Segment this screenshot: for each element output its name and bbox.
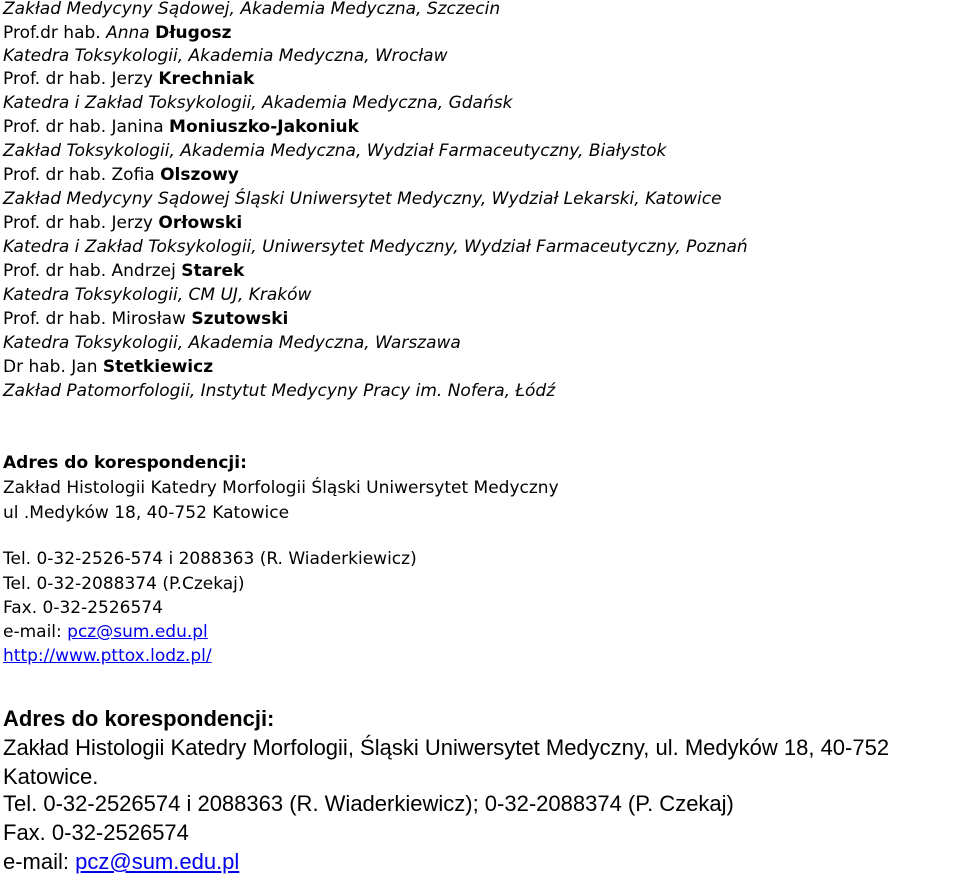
author-name-2 [3,68,254,90]
website-line [3,645,212,667]
correspondence-address-line2: ul .Medyków 18, 40-752 Katowice [3,503,290,523]
author-title: Prof. dr hab. [3,165,107,185]
author-first-name: Mirosław [111,309,186,329]
author-name-8 [3,356,213,378]
email-label: e-mail: [3,622,68,642]
author-title: Prof. dr hab. [3,213,107,233]
correspondence-address-large: Zakład Histologii Katedry Morfologii, Śląski Uniwersytet Medyczny, ul. Medyków 18, 40-752 Katowice. [3,735,890,789]
author-institution-8 [3,380,555,402]
correspondence-heading-large: Adres do korespondencji: [3,706,275,731]
author-first-name: Jan [71,357,98,377]
author-first-name: Janina [111,117,164,137]
author-name-4 [3,164,239,186]
author-name-7 [3,308,288,330]
institution-text: Katedra Toksykologii, CM UJ, Kraków [3,285,312,305]
institution-text: Zakład Medycyny Sądowej Śląski Uniwersytet Medyczny, Wydział Lekarski, Katowice [3,189,722,209]
author-last-name: Olszowy [160,165,239,185]
institution-text: Zakład Toksykologii, Akademia Medyczna, Wydział Farmaceutyczny, Białystok [3,141,667,161]
author-institution-0 [3,0,500,20]
author-last-name: Starek [181,261,245,281]
correspondence-address-line1: Zakład Histologii Katedry Morfologii Śląski Uniwersytet Medyczny [3,478,559,498]
author-name-3 [3,116,359,138]
author-title: Prof.dr hab. [3,23,101,43]
author-first-name: Andrzej [111,261,176,281]
author-title: Prof. dr hab. [3,69,107,89]
author-name-5 [3,212,242,234]
author-first-name: Zofia [111,165,155,185]
website-link[interactable]: http://www.pttox.lodz.pl/ [3,646,212,666]
email-label-large: e-mail: [3,849,76,874]
institution-text: Katedra Toksykologii, Akademia Medyczna, Wrocław [3,46,448,66]
author-institution-5 [3,236,748,258]
correspondence-tel-large: Tel. 0-32-2526574 i 2088363 (R. Wiaderkiewicz); 0-32-2088374 (P. Czekaj) [3,791,734,816]
author-title: Dr hab. [3,357,66,377]
author-name-6 [3,260,244,282]
correspondence-heading-small: Adres do korespondencji: [3,453,247,473]
institution-text: Zakład Patomorfologii, Instytut Medycyny Pracy im. Nofera, Łódź [3,381,556,401]
institution-text: Katedra i Zakład Toksykologii, Akademia Medyczna, Gdańsk [3,93,513,113]
author-last-name: Moniuszko-Jakoniuk [169,117,359,137]
institution-text: Zakład Medycyny Sądowej, Akademia Medyczna, Szczecin [3,0,501,19]
author-institution-2 [3,92,512,114]
author-institution-6 [3,284,311,306]
author-institution-4 [3,188,722,210]
author-last-name: Stetkiewicz [102,357,214,377]
author-last-name: Krechniak [158,69,255,89]
author-title: Prof. dr hab. [3,117,107,137]
author-first-name: Jerzy [111,213,153,233]
author-first-name: Anna [106,23,150,43]
author-last-name: Szutowski [191,309,289,329]
correspondence-email-line [3,621,208,643]
correspondence-tel2: Tel. 0-32-2088374 (P.Czekaj) [3,574,245,594]
author-name-1 [3,22,232,44]
email-link[interactable]: pcz@sum.edu.pl [67,622,208,642]
author-institution-7 [3,332,461,354]
author-institution-1 [3,45,448,67]
institution-text: Katedra i Zakład Toksykologii, Uniwersytet Medyczny, Wydział Farmaceutyczny, Poznań [3,237,748,257]
correspondence-fax-large: Fax. 0-32-2526574 [3,820,189,845]
author-title: Prof. dr hab. [3,261,107,281]
institution-text: Katedra Toksykologii, Akademia Medyczna, Warszawa [3,333,461,353]
author-institution-3 [3,140,666,162]
author-last-name: Długosz [155,23,232,43]
author-first-name: Jerzy [111,69,153,89]
email-link-large[interactable]: pcz@sum.edu.pl [75,849,240,874]
correspondence-fax: Fax. 0-32-2526574 [3,598,163,618]
author-title: Prof. dr hab. [3,309,107,329]
correspondence-email-large-line [3,848,239,876]
author-last-name: Orłowski [158,213,243,233]
correspondence-tel1: Tel. 0-32-2526-574 i 2088363 (R. Wiaderkiewicz) [3,549,417,569]
